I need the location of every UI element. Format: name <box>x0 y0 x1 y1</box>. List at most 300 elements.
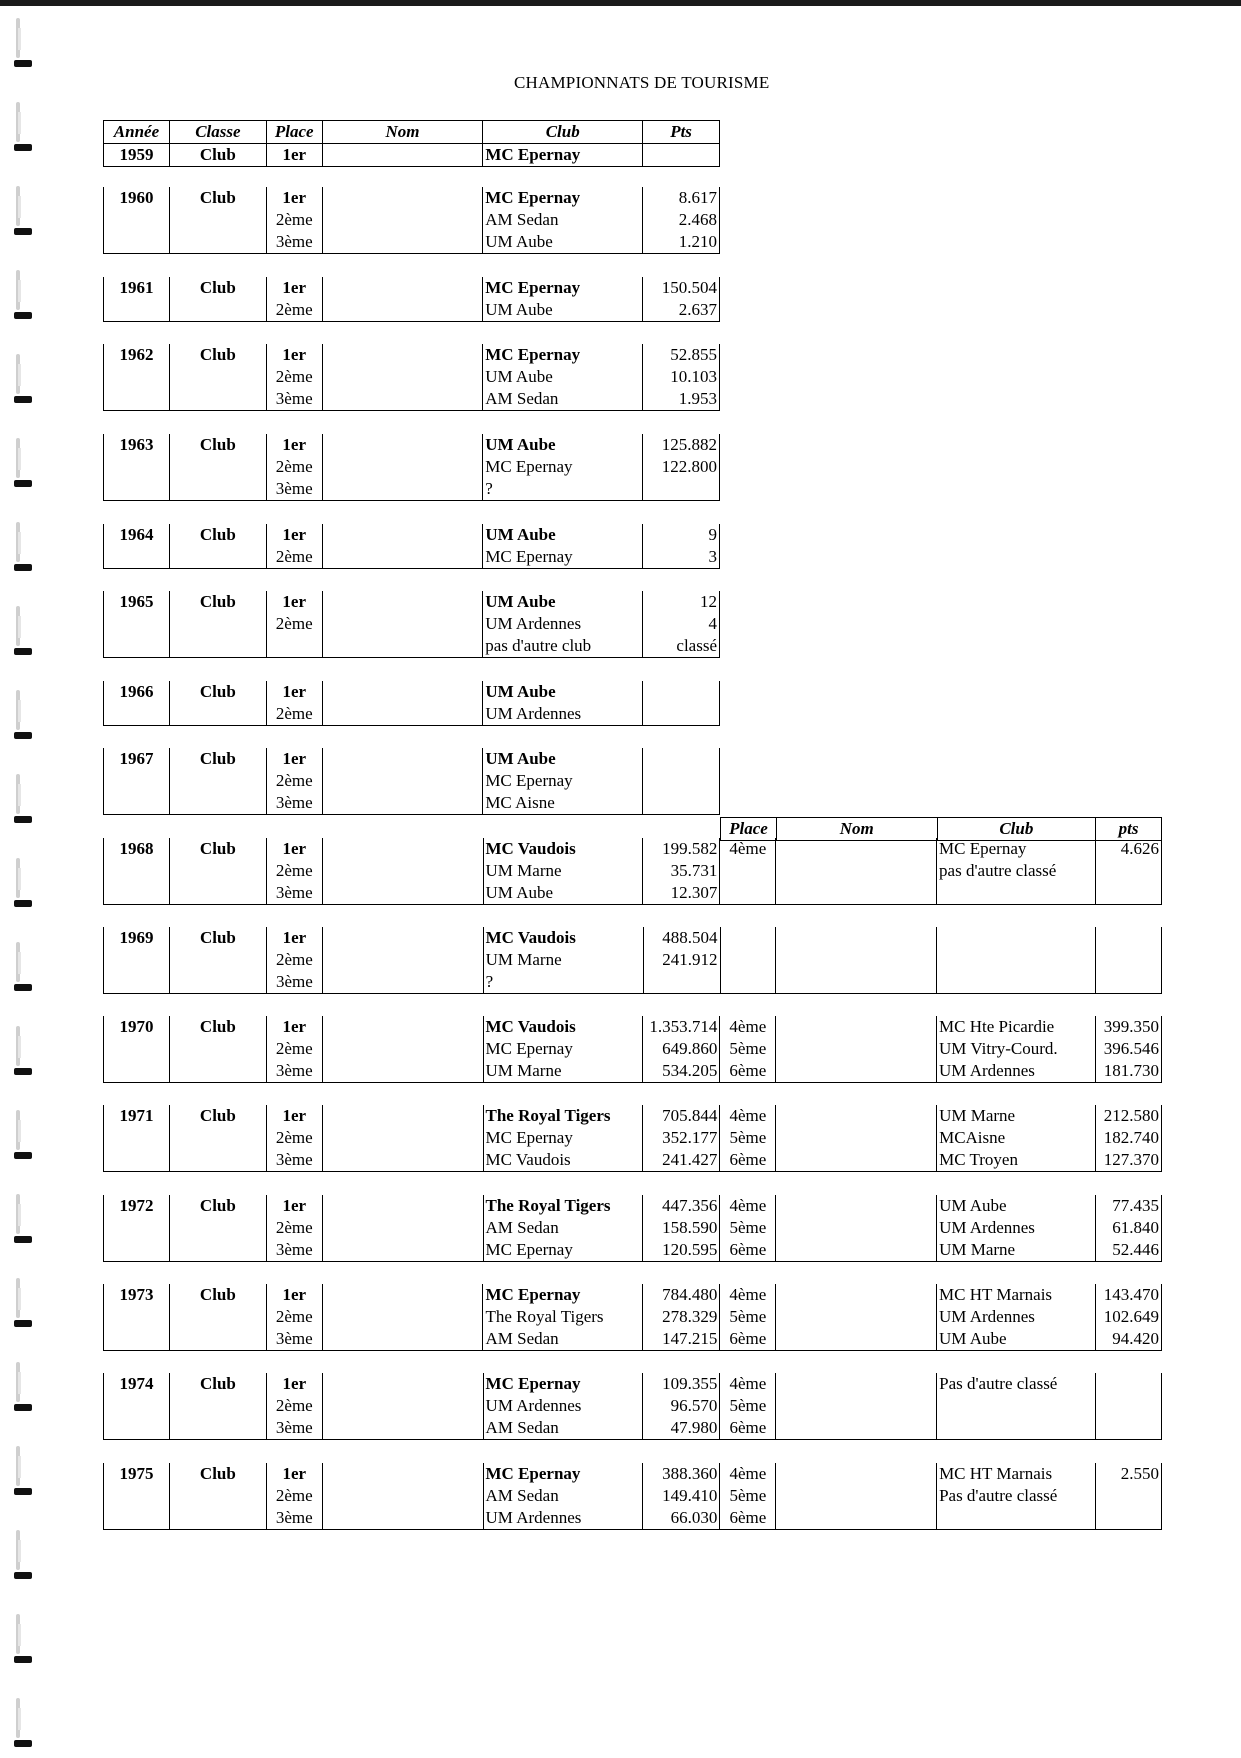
classe-cell: Club <box>169 277 266 299</box>
club2-cell: UM Ardennes <box>937 1306 1096 1328</box>
table-row <box>104 388 720 411</box>
club2-cell <box>937 1507 1096 1530</box>
place-cell: 1er <box>266 144 322 167</box>
place2-cell: 6ème <box>720 1239 776 1262</box>
classe-cell <box>169 231 266 254</box>
classe-cell: Club <box>169 1373 266 1395</box>
club-cell: AM Sedan <box>483 1328 643 1351</box>
club2-cell: MCAisne <box>937 1127 1096 1149</box>
classe-cell <box>169 703 266 726</box>
pts-cell: 10.103 <box>643 366 720 388</box>
place-cell: 3ème <box>266 971 322 994</box>
pts-cell: 388.360 <box>643 1463 720 1485</box>
club-cell: MC Epernay <box>483 1038 643 1060</box>
club-cell: UM Marne <box>483 860 643 882</box>
table-row <box>104 770 720 792</box>
table-row <box>104 277 720 299</box>
nom2-cell <box>776 1038 937 1060</box>
club2-cell <box>937 927 1096 949</box>
table-row <box>104 927 1162 949</box>
year-cell <box>104 366 170 388</box>
place-cell: 3ème <box>266 882 322 905</box>
classe-cell <box>169 792 266 815</box>
classe-cell <box>169 1060 266 1083</box>
header2-club: Club <box>937 818 1096 841</box>
classe-cell: Club <box>169 1105 266 1127</box>
year-cell <box>104 1507 170 1530</box>
pts2-cell: 61.840 <box>1095 1217 1161 1239</box>
results-table-1963 <box>103 434 720 501</box>
year-cell: 1970 <box>104 1016 170 1038</box>
pts2-cell <box>1096 1373 1162 1395</box>
club-cell: MC Vaudois <box>483 1149 643 1172</box>
place2-cell <box>720 949 776 971</box>
pts2-cell: 143.470 <box>1095 1284 1161 1306</box>
club-cell: MC Epernay <box>483 546 643 569</box>
nom-cell <box>322 546 483 569</box>
nom-cell <box>322 1328 483 1351</box>
results-table-1968 <box>103 838 1162 905</box>
club-cell: MC Epernay <box>483 1284 643 1306</box>
club-cell: UM Ardennes <box>483 1395 643 1417</box>
nom-cell <box>322 860 483 882</box>
nom2-cell <box>776 882 937 905</box>
table-row <box>104 838 1162 860</box>
binder-hole <box>6 942 32 1002</box>
nom-cell <box>322 1060 483 1083</box>
pts2-cell: 182.740 <box>1095 1127 1161 1149</box>
pts-cell: 1.353.714 <box>643 1016 720 1038</box>
table-row <box>104 1485 1162 1507</box>
binder-hole <box>6 774 32 834</box>
club2-cell <box>937 1395 1096 1417</box>
club-cell: UM Ardennes <box>483 703 643 726</box>
classe-cell: Club <box>169 748 266 770</box>
page-title: CHAMPIONNATS DE TOURISME <box>514 73 770 92</box>
place-cell: 2ème <box>266 613 322 635</box>
results-table-1973 <box>103 1284 1162 1351</box>
nom-cell <box>322 1195 483 1217</box>
pts-cell: 488.504 <box>643 927 720 949</box>
table-row <box>104 1016 1162 1038</box>
place-cell: 2ème <box>266 770 322 792</box>
year-cell <box>104 1417 170 1440</box>
year-cell <box>104 613 170 635</box>
pts-cell <box>643 748 720 770</box>
top-rule <box>0 0 1241 6</box>
year-cell: 1959 <box>104 144 170 167</box>
pts-cell: 12 <box>643 591 720 613</box>
classe-cell <box>169 1306 266 1328</box>
results-table-1965 <box>103 591 720 658</box>
classe-cell: Club <box>169 144 266 167</box>
table-row <box>104 546 720 569</box>
place-cell: 2ème <box>266 209 322 231</box>
table-row <box>104 1217 1162 1239</box>
nom-cell <box>322 344 483 366</box>
place2-cell: 5ème <box>720 1038 776 1060</box>
classe-cell <box>169 770 266 792</box>
pts-cell <box>643 792 720 815</box>
table-row <box>104 524 720 546</box>
pts-cell: 3 <box>643 546 720 569</box>
classe-cell: Club <box>169 524 266 546</box>
nom-cell <box>322 1038 483 1060</box>
club-cell: MC Epernay <box>483 277 643 299</box>
nom-cell <box>322 1306 483 1328</box>
pts2-cell: 52.446 <box>1095 1239 1161 1262</box>
club2-cell <box>937 1417 1096 1440</box>
year-cell <box>104 860 170 882</box>
place-cell: 1er <box>266 1463 322 1485</box>
place2-cell <box>720 971 776 994</box>
classe-cell <box>169 635 266 658</box>
classe-cell <box>169 1395 266 1417</box>
classe-cell <box>169 1239 266 1262</box>
nom2-cell <box>776 1284 937 1306</box>
table-row <box>104 1306 1162 1328</box>
pts2-cell: 4.626 <box>1095 838 1161 860</box>
place-cell: 2ème <box>266 860 322 882</box>
club2-cell: UM Marne <box>937 1105 1096 1127</box>
nom-cell <box>322 144 483 167</box>
classe-cell <box>169 860 266 882</box>
nom-cell <box>322 1239 483 1262</box>
pts-cell: 150.504 <box>643 277 720 299</box>
year-cell: 1975 <box>104 1463 170 1485</box>
place2-cell: 4ème <box>720 1463 776 1485</box>
club-cell: UM Ardennes <box>483 613 643 635</box>
pts-cell: 149.410 <box>643 1485 720 1507</box>
nom2-cell <box>776 1239 937 1262</box>
results-table-1962 <box>103 344 720 411</box>
place-cell: 3ème <box>266 1417 322 1440</box>
place2-cell: 6ème <box>720 1328 776 1351</box>
nom-cell <box>322 1016 483 1038</box>
club2-cell: UM Aube <box>937 1195 1096 1217</box>
binder-hole <box>6 102 32 162</box>
pts-cell: 66.030 <box>643 1507 720 1530</box>
place-cell: 2ème <box>266 546 322 569</box>
club-cell: The Royal Tigers <box>483 1195 643 1217</box>
table-row <box>104 209 720 231</box>
nom-cell <box>322 1485 483 1507</box>
pts-cell: 158.590 <box>643 1217 720 1239</box>
year-cell <box>104 1306 170 1328</box>
table-row <box>104 613 720 635</box>
binder-hole <box>6 606 32 666</box>
place-cell: 2ème <box>266 1306 322 1328</box>
binder-hole <box>6 438 32 498</box>
pts-cell: 1.210 <box>643 231 720 254</box>
club-cell: MC Vaudois <box>483 838 643 860</box>
table-row <box>104 187 720 209</box>
binder-hole <box>6 270 32 330</box>
year-cell: 1963 <box>104 434 170 456</box>
pts-cell: 4 <box>643 613 720 635</box>
year-cell <box>104 882 170 905</box>
club-cell: UM Aube <box>483 231 643 254</box>
pts-cell <box>643 703 720 726</box>
nom-cell <box>322 1284 483 1306</box>
pts2-cell: 102.649 <box>1095 1306 1161 1328</box>
binder-hole <box>6 1698 32 1758</box>
table-row <box>104 1239 1162 1262</box>
nom-cell <box>322 838 483 860</box>
place2-cell: 6ème <box>720 1417 776 1440</box>
table-row <box>104 971 1162 994</box>
nom2-cell <box>776 1373 937 1395</box>
place2-cell: 4ème <box>720 1105 776 1127</box>
nom2-cell <box>776 927 937 949</box>
classe-cell <box>169 1127 266 1149</box>
table-row <box>104 231 720 254</box>
header2-place: Place <box>721 818 777 841</box>
pts-cell: 8.617 <box>643 187 720 209</box>
table-row <box>104 344 720 366</box>
pts2-cell <box>1096 1395 1162 1417</box>
table-row <box>104 366 720 388</box>
header-classe: Classe <box>169 121 266 144</box>
year-cell <box>104 1149 170 1172</box>
club-cell: MC Epernay <box>483 187 643 209</box>
table-row <box>104 860 1162 882</box>
pts2-cell <box>1095 927 1161 949</box>
nom-cell <box>322 971 483 994</box>
classe-cell: Club <box>169 1463 266 1485</box>
table-row <box>104 456 720 478</box>
nom2-cell <box>776 1507 937 1530</box>
club2-cell <box>937 949 1096 971</box>
pts-cell: 241.427 <box>643 1149 720 1172</box>
header-club: Club <box>483 121 643 144</box>
club2-cell <box>937 882 1096 905</box>
nom-cell <box>322 1417 483 1440</box>
nom-cell <box>322 456 483 478</box>
results-table-1969 <box>103 927 1162 994</box>
classe-cell: Club <box>169 1195 266 1217</box>
club-cell: AM Sedan <box>483 1217 643 1239</box>
pts-cell: 35.731 <box>643 860 720 882</box>
classe-cell <box>169 209 266 231</box>
binder-hole <box>6 1278 32 1338</box>
nom2-cell <box>776 1195 937 1217</box>
place-cell: 1er <box>266 1284 322 1306</box>
club-cell: MC Epernay <box>483 1373 643 1395</box>
table-row <box>104 1195 1162 1217</box>
binder-hole <box>6 18 32 78</box>
place-cell: 2ème <box>266 299 322 322</box>
pts2-cell <box>1095 882 1161 905</box>
pts-cell: 241.912 <box>643 949 720 971</box>
nom-cell <box>322 277 483 299</box>
nom-cell <box>322 1507 483 1530</box>
place2-cell: 5ème <box>720 1217 776 1239</box>
year-cell <box>104 388 170 411</box>
table-row <box>104 635 720 658</box>
year-cell <box>104 949 170 971</box>
pts-cell <box>643 971 720 994</box>
year-cell: 1962 <box>104 344 170 366</box>
club-cell: UM Aube <box>483 366 643 388</box>
nom-cell <box>322 187 483 209</box>
classe-cell <box>169 1507 266 1530</box>
pts-cell: 120.595 <box>643 1239 720 1262</box>
table-row <box>104 703 720 726</box>
club-cell: pas d'autre club <box>483 635 643 658</box>
classe-cell <box>169 456 266 478</box>
classe-cell <box>169 478 266 501</box>
place-cell: 2ème <box>266 456 322 478</box>
club2-cell: UM Ardennes <box>937 1217 1096 1239</box>
year-cell <box>104 792 170 815</box>
pts-cell: 534.205 <box>643 1060 720 1083</box>
club2-cell: UM Marne <box>937 1239 1096 1262</box>
place2-cell: 5ème <box>720 1485 776 1507</box>
pts-cell <box>643 681 720 703</box>
place-cell: 3ème <box>266 792 322 815</box>
nom2-cell <box>776 1417 937 1440</box>
nom-cell <box>322 927 483 949</box>
table-row <box>104 882 1162 905</box>
club-cell: UM Marne <box>483 949 643 971</box>
classe-cell <box>169 1217 266 1239</box>
nom2-cell <box>776 1328 937 1351</box>
pts-cell <box>643 478 720 501</box>
classe-cell: Club <box>169 1284 266 1306</box>
place-cell: 1er <box>266 187 322 209</box>
nom-cell <box>322 792 483 815</box>
year-cell: 1967 <box>104 748 170 770</box>
nom2-cell <box>776 1485 937 1507</box>
place2-cell: 6ème <box>720 1507 776 1530</box>
nom2-cell <box>776 1217 937 1239</box>
classe-cell: Club <box>169 344 266 366</box>
place2-cell: 5ème <box>720 1395 776 1417</box>
pts-cell: 784.480 <box>643 1284 720 1306</box>
nom-cell <box>322 1105 483 1127</box>
pts2-cell <box>1095 949 1161 971</box>
results-table-1974 <box>103 1373 1162 1440</box>
table-row <box>104 1417 1162 1440</box>
place-cell: 1er <box>266 277 322 299</box>
binder-hole <box>6 1530 32 1590</box>
table-row <box>104 792 720 815</box>
club-cell: UM Aube <box>483 748 643 770</box>
pts-cell: 96.570 <box>643 1395 720 1417</box>
club2-cell: pas d'autre classé <box>937 860 1096 882</box>
year-cell: 1973 <box>104 1284 170 1306</box>
results-table-1966 <box>103 681 720 726</box>
place-cell: 3ème <box>266 1328 322 1351</box>
place2-cell <box>720 927 776 949</box>
place2-cell: 6ème <box>720 1149 776 1172</box>
binder-hole <box>6 1026 32 1086</box>
nom-cell <box>322 748 483 770</box>
header-table <box>103 120 720 167</box>
place2-cell: 4ème <box>720 1195 776 1217</box>
nom-cell <box>322 1395 483 1417</box>
place-cell: 2ème <box>266 1127 322 1149</box>
table-row <box>104 144 720 167</box>
club-cell: MC Aisne <box>483 792 643 815</box>
place-cell: 1er <box>266 434 322 456</box>
results-table-1960 <box>103 187 720 254</box>
club-cell: UM Aube <box>483 524 643 546</box>
nom2-cell <box>776 971 937 994</box>
club2-cell: MC Epernay <box>937 838 1096 860</box>
nom2-cell <box>776 1306 937 1328</box>
place-cell: 2ème <box>266 1485 322 1507</box>
place-cell: 1er <box>266 1373 322 1395</box>
year-cell <box>104 1395 170 1417</box>
year-cell <box>104 546 170 569</box>
table-row <box>104 1395 1162 1417</box>
year-cell: 1964 <box>104 524 170 546</box>
place2-cell: 5ème <box>720 1127 776 1149</box>
club-cell: ? <box>483 971 643 994</box>
header-pts: Pts <box>643 121 720 144</box>
classe-cell <box>169 366 266 388</box>
nom-cell <box>322 882 483 905</box>
nom-cell <box>322 524 483 546</box>
nom2-cell <box>776 1395 937 1417</box>
year-cell <box>104 456 170 478</box>
pts2-cell: 399.350 <box>1095 1016 1161 1038</box>
place-cell: 2ème <box>266 703 322 726</box>
club-cell: UM Aube <box>483 434 643 456</box>
place-cell: 3ème <box>266 388 322 411</box>
club2-cell: UM Vitry-Courd. <box>937 1038 1096 1060</box>
pts-cell: 125.882 <box>643 434 720 456</box>
place-cell: 1er <box>266 344 322 366</box>
place-cell: 3ème <box>266 1239 322 1262</box>
year-cell <box>104 770 170 792</box>
table-row <box>104 434 720 456</box>
classe-cell <box>169 299 266 322</box>
classe-cell <box>169 388 266 411</box>
pts-cell: classé <box>643 635 720 658</box>
classe-cell <box>169 882 266 905</box>
pts-cell: 12.307 <box>643 882 720 905</box>
binder-hole <box>6 1614 32 1674</box>
pts-cell <box>643 770 720 792</box>
header-annee: Année <box>104 121 170 144</box>
place2-cell: 4ème <box>720 838 776 860</box>
year-cell: 1966 <box>104 681 170 703</box>
place2-cell <box>720 860 776 882</box>
pts-cell: 147.215 <box>643 1328 720 1351</box>
place-cell: 1er <box>266 1105 322 1127</box>
nom-cell <box>322 1217 483 1239</box>
year-cell: 1960 <box>104 187 170 209</box>
nom-cell <box>322 1127 483 1149</box>
nom-cell <box>322 770 483 792</box>
place2-cell: 4ème <box>720 1284 776 1306</box>
club-cell: AM Sedan <box>483 1417 643 1440</box>
year-cell <box>104 1239 170 1262</box>
classe-cell <box>169 1485 266 1507</box>
pts-cell: 109.355 <box>643 1373 720 1395</box>
nom-cell <box>322 591 483 613</box>
classe-cell <box>169 1038 266 1060</box>
pts-cell: 447.356 <box>643 1195 720 1217</box>
pts2-cell: 2.550 <box>1095 1463 1161 1485</box>
place2-cell: 4ème <box>720 1373 776 1395</box>
classe-cell <box>169 1149 266 1172</box>
binder-hole <box>6 1194 32 1254</box>
nom-cell <box>322 299 483 322</box>
